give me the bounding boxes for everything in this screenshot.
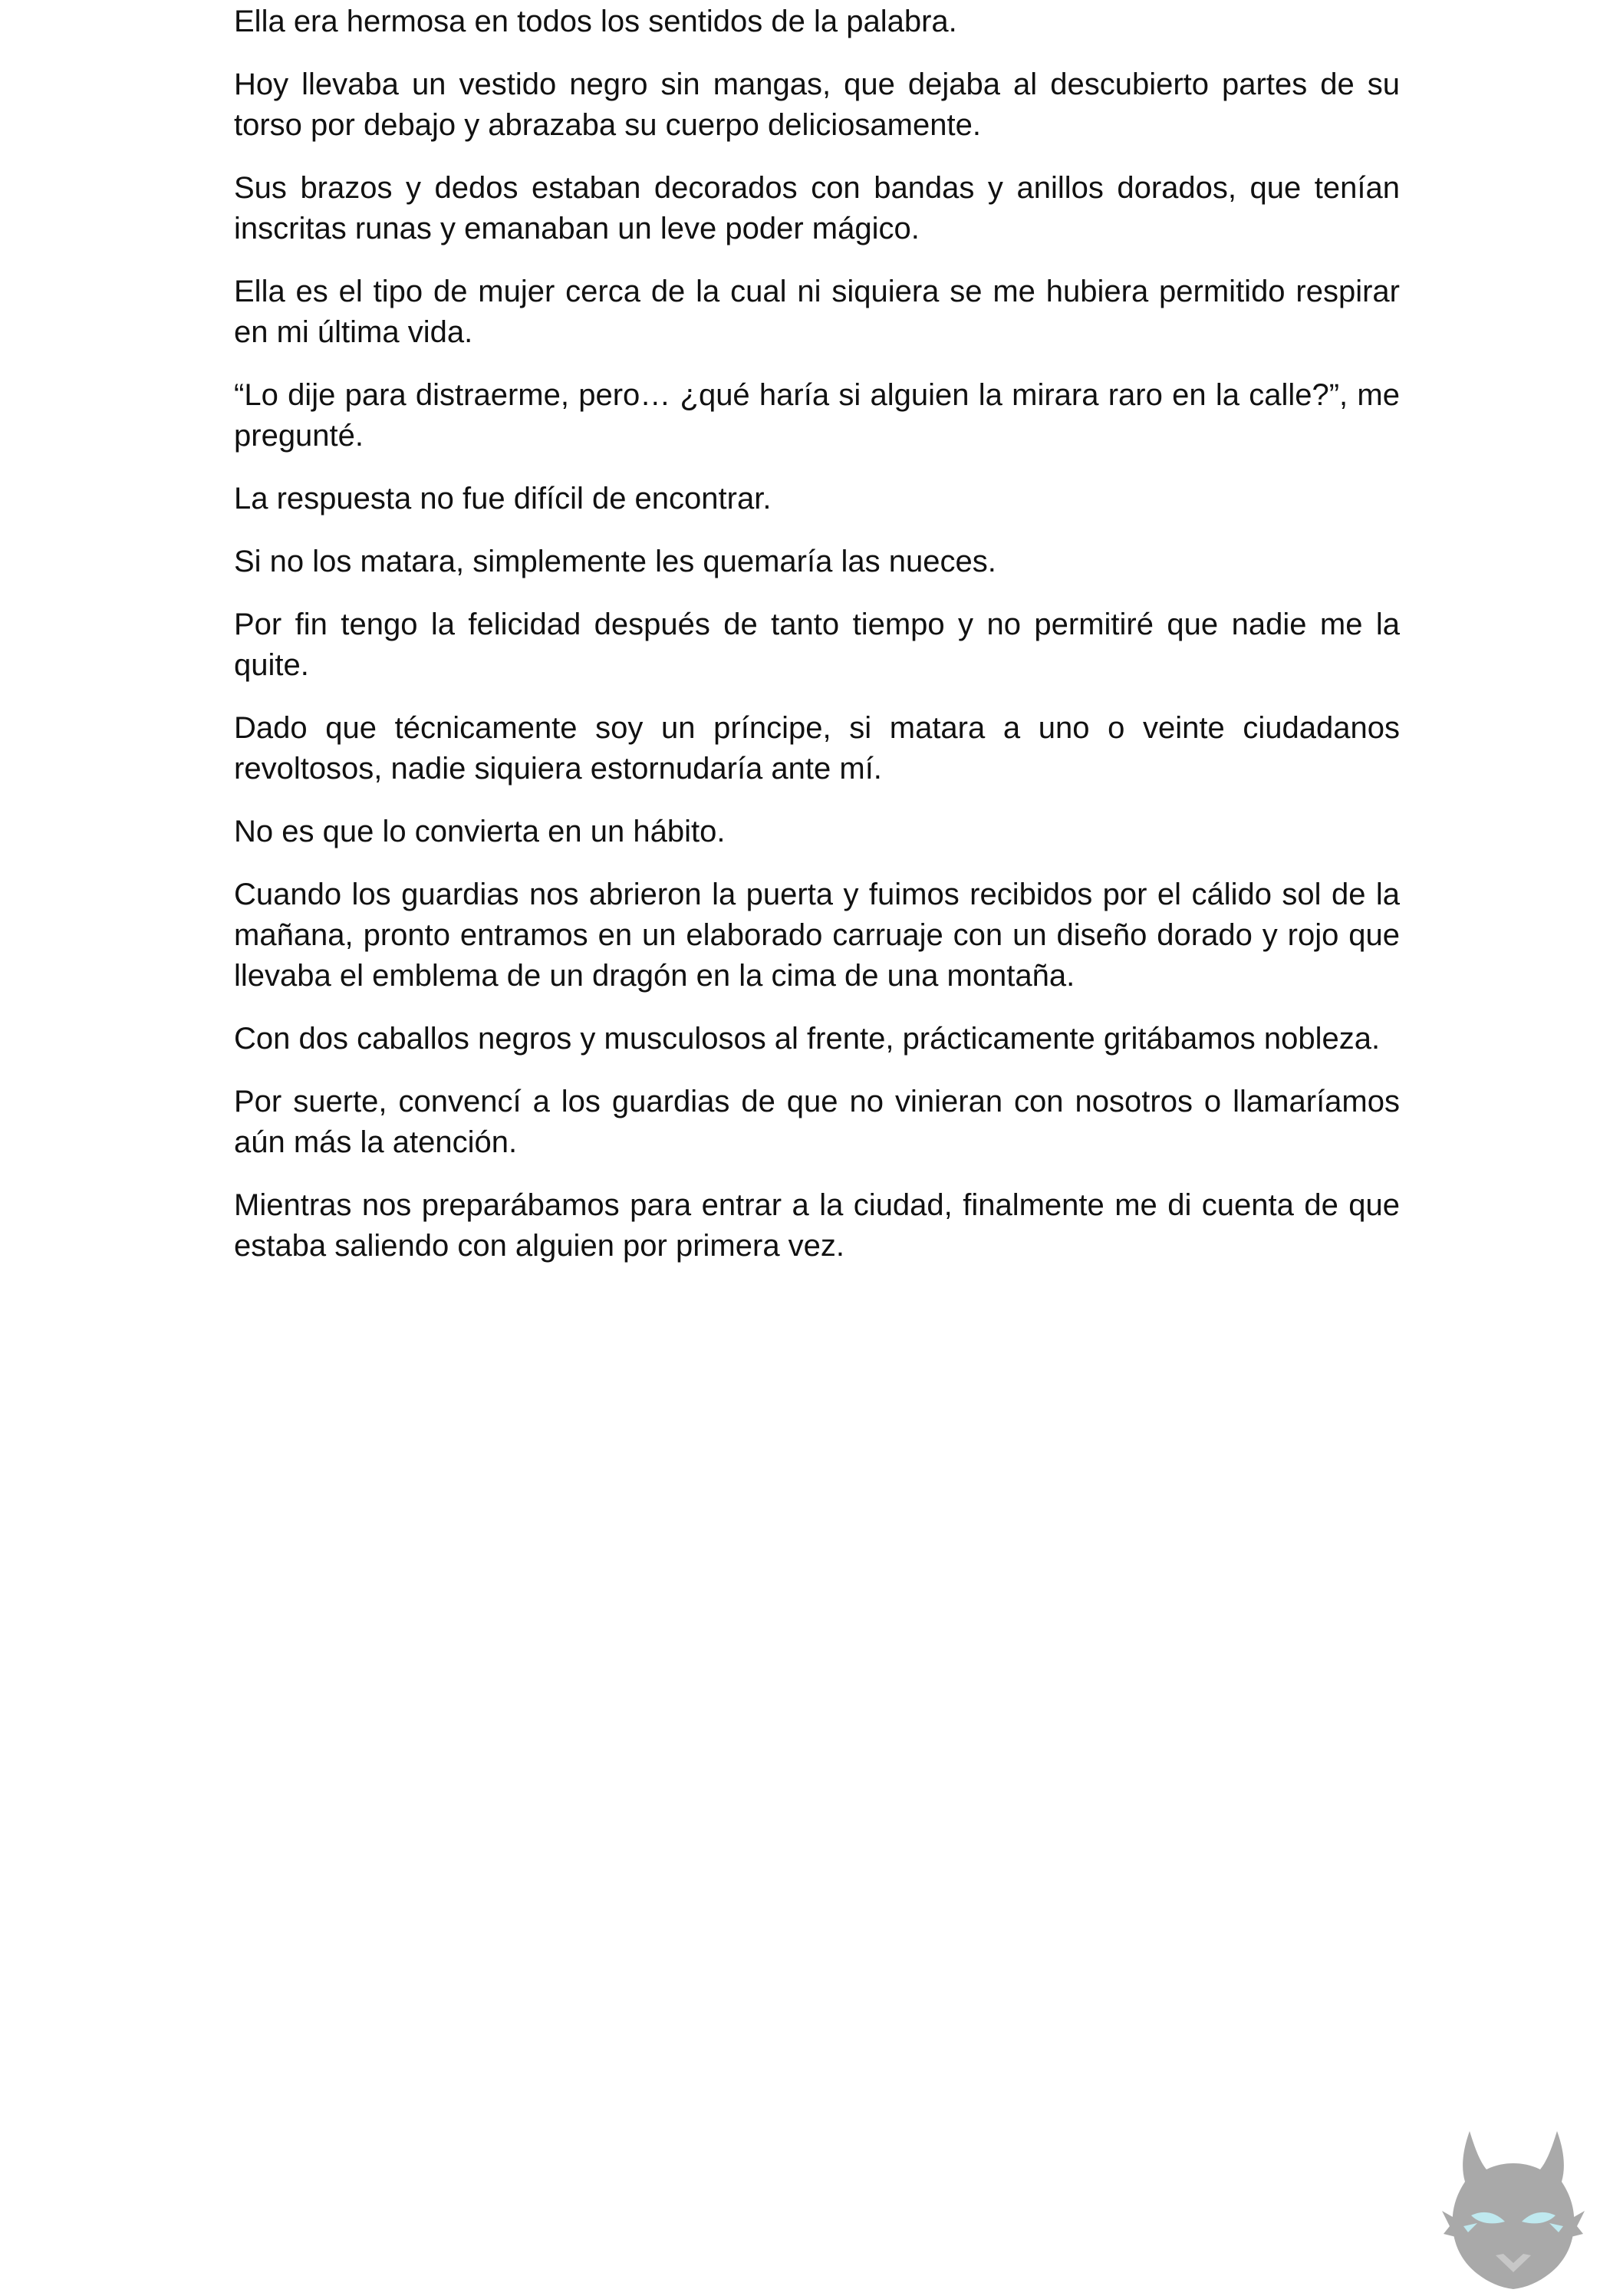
paragraph: Mientras nos preparábamos para entrar a la ciudad, finalmente me di cuenta de que estaba saliendo con alguien por primera vez.: [234, 1188, 1400, 1263]
paragraph: Si no los matara, simplemente les quemaría las nueces.: [234, 545, 996, 578]
paragraph: No es que lo convierta en un hábito.: [234, 815, 726, 848]
paragraph: Sus brazos y dedos estaban decorados con bandas y anillos dorados, que tenían inscritas runas y emanaban un leve poder mágico.: [234, 171, 1400, 245]
paragraph: Ella es el tipo de mujer cerca de la cual ni siquiera se me hubiera permitido respirar en mi última vida.: [234, 275, 1400, 349]
paragraph: Con dos caballos negros y musculosos al frente, prácticamente gritábamos nobleza.: [234, 1022, 1381, 1056]
paragraph: Por fin tengo la felicidad después de tanto tiempo y no permitiré que nadie me la quite.: [234, 608, 1400, 682]
paragraph: Por suerte, convencí a los guardias de que no vinieran con nosotros o llamaríamos aún más la atención.: [234, 1085, 1400, 1159]
paragraph: Dado que técnicamente soy un príncipe, si matara a uno o veinte ciudadanos revoltosos, nadie siquiera estornudaría ante mí.: [234, 711, 1400, 786]
paragraph: La respuesta no fue difícil de encontrar.: [234, 482, 772, 516]
demon-head-icon: [1440, 2125, 1586, 2291]
paragraph: Ella era hermosa en todos los sentidos de la palabra.: [234, 5, 957, 38]
paragraph: Hoy llevaba un vestido negro sin mangas, que dejaba al descubierto partes de su torso por debajo y abrazaba su cuerpo deliciosamente.: [234, 68, 1400, 142]
paragraph: “Lo dije para distraerme, pero… ¿qué haría si alguien la mirara raro en la calle?”, me pregunté.: [234, 378, 1400, 453]
paragraph: Cuando los guardias nos abrieron la puerta y fuimos recibidos por el cálido sol de la mañana, pronto entramos en un elaborado carruaje con un diseño dorado y rojo que llevaba el emblema de un dragón en la cima de una montaña.: [234, 878, 1400, 993]
body-text: [234, 2, 1400, 1289]
